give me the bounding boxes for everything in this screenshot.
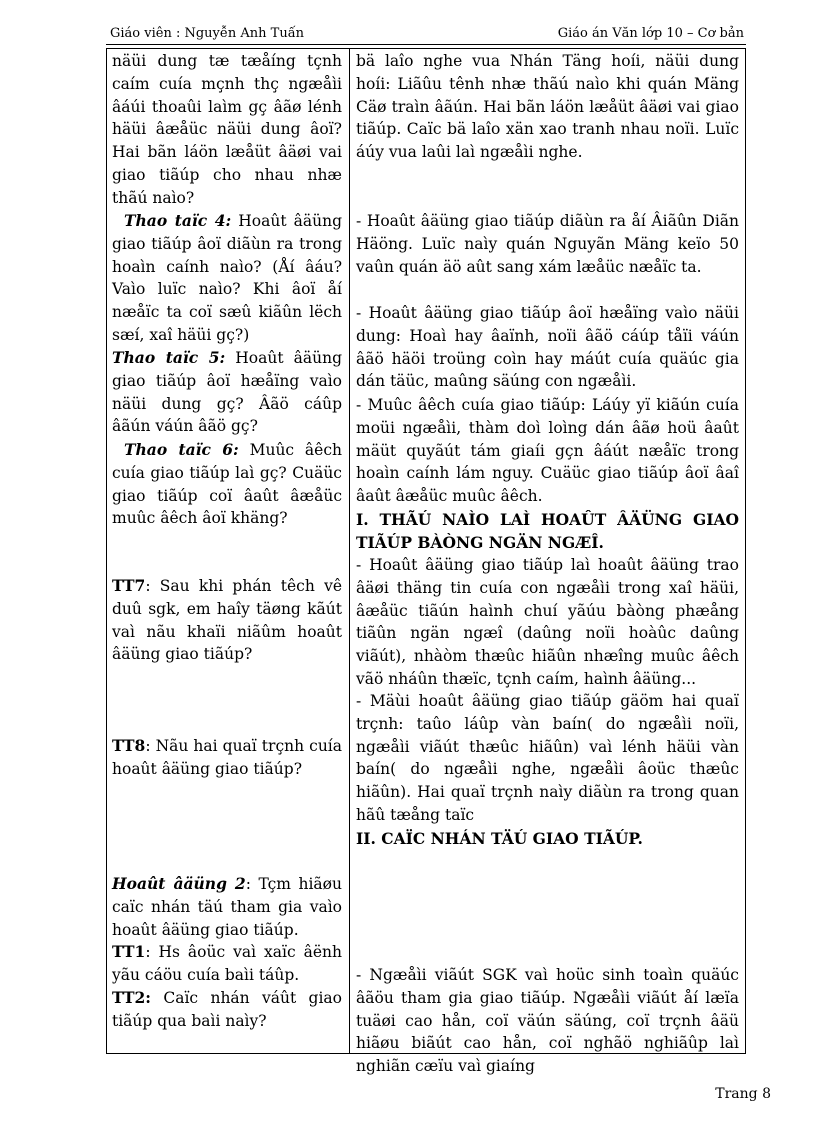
- activity-5: [112, 347, 342, 438]
- tt7-label: TT7: [112, 576, 146, 595]
- activity-5-text: Hoaût âäüng giao tiãúp âoï hæåïng vaìo näüi dung gç? Âãö cáûp âãún váún âãö gç?: [112, 349, 343, 436]
- tt2-label: TT2:: [112, 988, 152, 1007]
- page-header: [106, 26, 746, 45]
- activity-5-label: Thao taïc 5:: [112, 348, 226, 367]
- section-heading-1: I. THÃÚ NAÌO LAÌ HOAÛT ÂÄÜNG GIAO TIÃÚP BÀÒNG NGÄN NGÆÎ.: [356, 510, 739, 552]
- activity-4: [112, 210, 342, 347]
- tt2-text: Caïc nhán váût giao tiãúp qua baìi naìy?: [112, 989, 342, 1030]
- activity-tt2: [112, 987, 342, 1033]
- activity-6-text: Muûc âêch cuía giao tiãúp laì gç? Cuäüc giao tiãúp coï âaût âæåüc muûc âêch âoï khäng?: [112, 441, 342, 528]
- right-paragraph-7: - Ngæåìi viãút SGK vaì hoüc sinh toaìn quäúc âãöu tham gia giao tiãúp. Ngæåìi viãút åí læïa tuäøi cao hån, coï väún säúng, coï trçnh âäü hiãøu biãút cao hån, coï nghãö nghiãûp laì nghiãn cæïu vaì giaíng: [356, 966, 739, 1076]
- document-title: Giáo án Văn lớp 10 – Cơ bản: [557, 26, 744, 41]
- activity-4-label: Thao taïc 4:: [124, 211, 232, 230]
- column-divider: [349, 49, 350, 1053]
- right-paragraph-1: bä laîo nghe vua Nhán Täng hoíi, näüi dung hoíi: Liãûu tênh nhæ thãú naìo khi quán Mäng Cäø traìn âãún. Hai bãn láön læåüt âäøi vai giao tiãúp. Caïc bä laîo xän xao tranh nhau noïi. Luïc áúy vua laûi laì ngæåìi nghe.: [356, 52, 739, 162]
- page-number: Trang 8: [715, 1086, 771, 1102]
- activity-tt1: [112, 941, 342, 987]
- teacher-name: Giáo viên : Nguyễn Anh Tuấn: [110, 26, 305, 41]
- right-paragraph-2: - Hoaût âäüng giao tiãúp diãùn ra åí Âiãûn Diãn Häöng. Luïc naìy quán Nguyãn Mäng keïo 50 vaûn quán äö aût sang xám læåüc næåïc ta.: [356, 212, 739, 276]
- activity-tt7: [112, 575, 342, 666]
- right-paragraph-5: - Hoaût âäüng giao tiãúp laì hoaût âäüng trao âäøi thäng tin cuía con ngæåìi trong xaî häüi, âæåüc tiãún haình chuí yãúu bàòng phæång tiãûn ngän ngæî (daûng noïi hoàûc daûng viãút), nhàòm thæûc hiãûn nhæîng muûc âêch vãö nháûn thæïc, tçnh caím, haình âäüng...: [356, 556, 739, 688]
- section-heading-2: II. CAÏC NHÁN TÄÚ GIAO TIÃÚP.: [356, 829, 643, 848]
- activity-2: [112, 873, 342, 941]
- activity-6-label: Thao taïc 6:: [124, 440, 239, 459]
- right-paragraph-4: - Muûc âêch cuía giao tiãúp: Láúy yï kiãún cuía moüi ngæåìi, thàm doì loìng dán âãø hoü âaût mäüt quyãút tám giaíi gçn âáút næåïc trong hoaìn caính lám nguy. Cuäüc giao tiãúp âoï âaî âaût âæåüc muûc âêch.: [356, 396, 739, 506]
- lesson-table: [106, 48, 746, 1076]
- activity-6: [112, 439, 342, 530]
- activity-2-label: Hoaût âäüng 2: [112, 874, 246, 893]
- right-paragraph-6: - Mäùi hoaût âäüng giao tiãúp gäöm hai quaï trçnh: taûo láûp vàn baín( do ngæåìi noïi, ngæåìi viãút thæûc hiãûn) vaì lénh häüi vàn baín( do ngæåìi nghe, ngæåìi âoüc thæûc hiãûn). Hai quaï trçnh naìy diãùn ra trong quan hãû tæång taïc: [356, 692, 739, 824]
- activity-4-text: Hoaût âäüng giao tiãúp âoï diãùn ra trong hoaìn caính naìo? (Åí âáu? Vaìo luïc naìo? Khi âoï åí næåïc ta coï sæû kiãûn lëch sæí, xaî häüi gç?): [112, 212, 343, 344]
- activity-2-text: : Tçm hiãøu caïc nhán täú tham gia vaìo hoaût âäüng giao tiãúp.: [112, 875, 342, 939]
- tt8-text: : Nãu hai quaï trçnh cuía hoaût âäüng giao tiãúp?: [112, 737, 342, 778]
- activity-tt8: [112, 735, 342, 781]
- right-paragraph-3: - Hoaût âäüng giao tiãúp âoï hæåïng vaìo näüi dung: Hoaì hay âaïnh, noïi âãö cáúp tåïi váún âãö häöi troüng coìn hay máút cuía quäúc gia dán täüc, maûng säúng con ngæåìi.: [356, 304, 739, 391]
- tt8-label: TT8: [112, 736, 146, 755]
- left-paragraph-1: näüi dung tæ tæåíng tçnh caím cuía mçnh thç ngæåìi âáúi thoaûi laìm gç âãø lénh häüi âæåüc näüi dung âoï? Hai bãn láön læåüt âäøi vai giao tiãúp cho nhau nhæ thãú naìo?: [112, 52, 342, 207]
- tt1-text: : Hs âoüc vaì xaïc âënh yãu cáöu cuía baìi táûp.: [112, 943, 342, 984]
- tt1-label: TT1: [112, 942, 146, 961]
- tt7-text: : Sau khi phán têch vê duû sgk, em haîy täøng kãút vaì nãu khaïi niãûm hoaût âäüng giao tiãúp?: [112, 577, 342, 664]
